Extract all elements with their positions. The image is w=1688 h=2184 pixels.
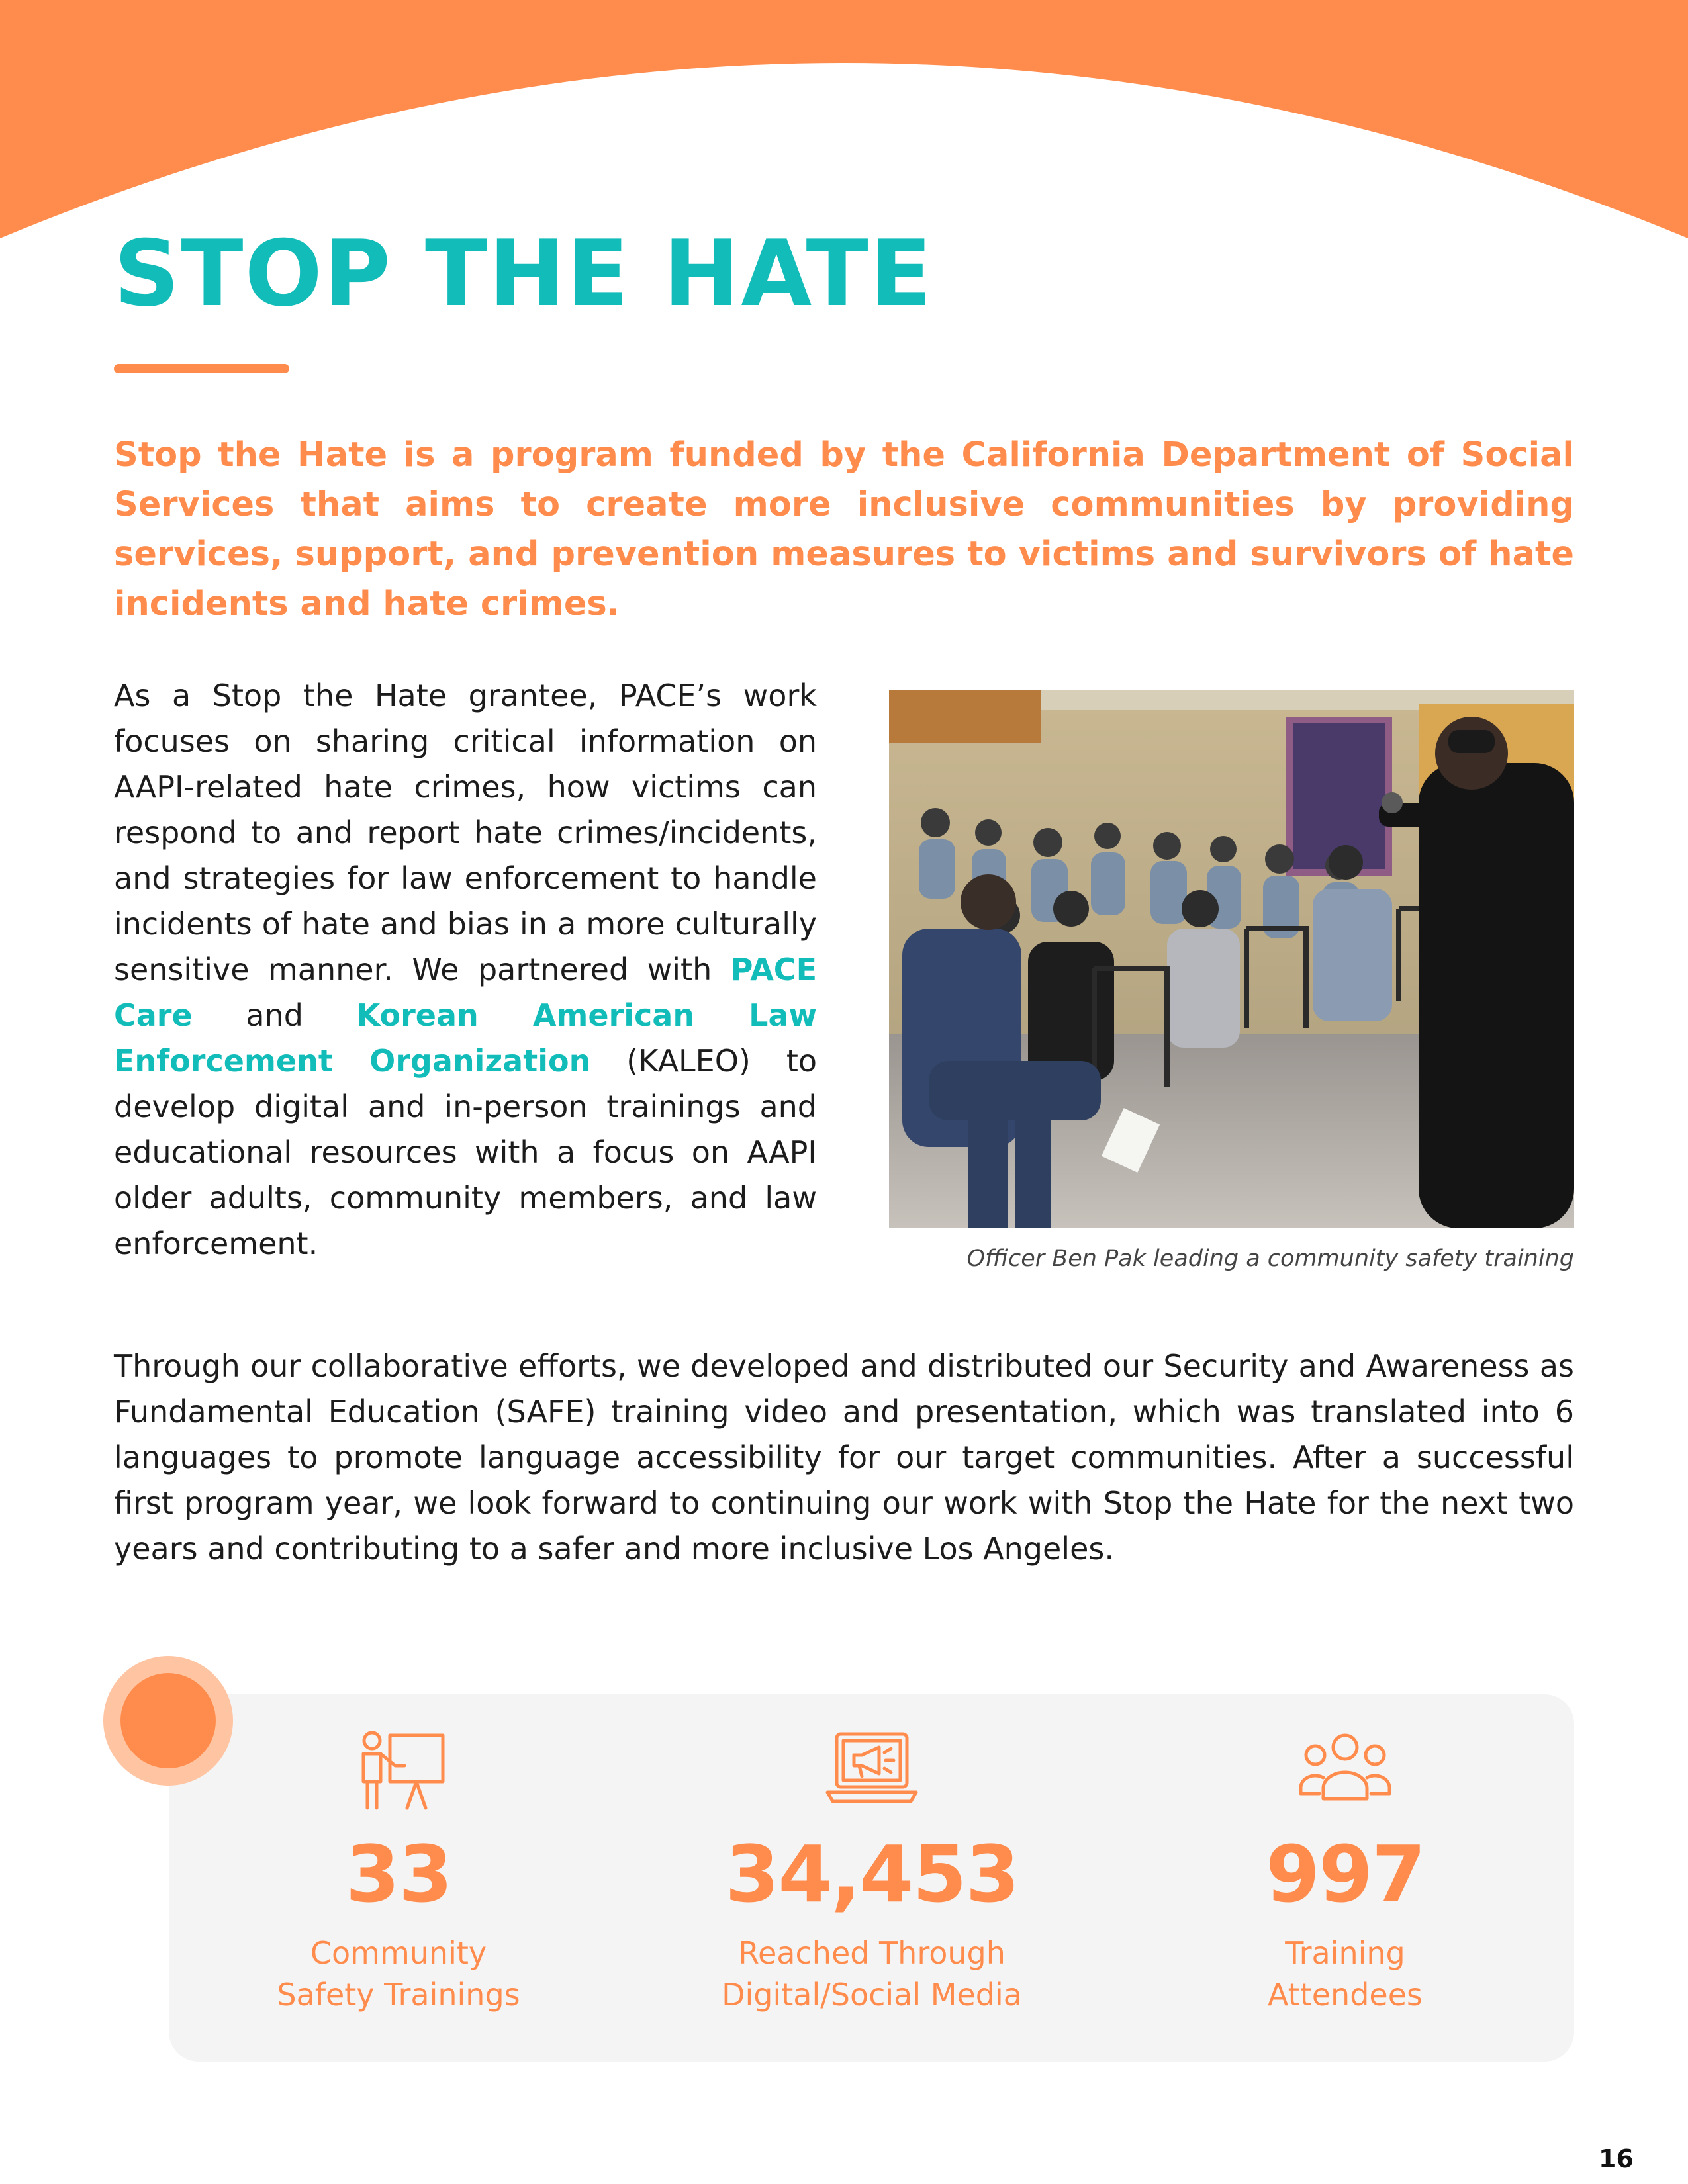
results-paragraph: Through our collaborative efforts, we developed and distributed our Security and Awareness as Fundamental Education (SAFE) training video and presentation, which was translated into 6 languages to promote language accessibility for our target communities. After a successful first program year, we look forward to continuing our work with Stop the Hate for the next two years and contributing to a safer and more inclusive Los Angeles.: [114, 1348, 1574, 1567]
stat-label: Community Safety Trainings: [277, 1934, 520, 2013]
stat-value: 997: [1265, 1829, 1425, 1920]
top-orange-arc: [0, 0, 1688, 251]
stat-value: 34,453: [725, 1829, 1019, 1920]
intro-paragraph: Stop the Hate is a program funded by the California Department of Social Services that aims to create more inclusive communities by providing services, support, and prevention measures to victims and survivors of hate incidents and hate crimes.: [114, 435, 1574, 623]
page-title: STOP THE HATE: [114, 220, 933, 327]
stat-training-attendees: [1133, 1727, 1557, 2016]
kaleo-link[interactable]: Korean American Law Enforcement Organization: [114, 997, 817, 1079]
left-column-paragraph: [114, 673, 817, 1267]
stat-label: Reached Through Digital/Social Media: [722, 1934, 1022, 2013]
stat-digital-reach: [660, 1727, 1084, 2016]
stat-label: Training Attendees: [1268, 1934, 1423, 2013]
column-text-part1: As a Stop the Hate grantee, PACE’s work focuses on sharing critical information on AAPI-related hate crimes, how victims can respond to and report hate crimes/incidents, and strategies for law enforcement to handle incidents of hate and bias in a more culturally sensitive manner. We partnered with: [114, 678, 817, 987]
column-text-part3: (KALEO) to develop digital and in-person trainings and educational resources with a focus on AAPI older adults, community members, and law enforcement.: [114, 1043, 817, 1261]
group-icon: [1295, 1727, 1395, 1813]
title-underline: [114, 364, 289, 373]
pace-care-link[interactable]: PACE Care: [114, 952, 817, 1033]
photo-caption: Officer Ben Pak leading a community safety training: [966, 1246, 1574, 1272]
stat-community-trainings: [187, 1727, 610, 2016]
stat-value: 33: [345, 1829, 452, 1920]
presenter-icon: [349, 1727, 448, 1813]
page-number: 16: [1599, 2144, 1634, 2173]
column-text-part2: and: [192, 997, 357, 1033]
laptop-megaphone-icon: [822, 1727, 921, 1813]
training-photo: [889, 690, 1574, 1228]
